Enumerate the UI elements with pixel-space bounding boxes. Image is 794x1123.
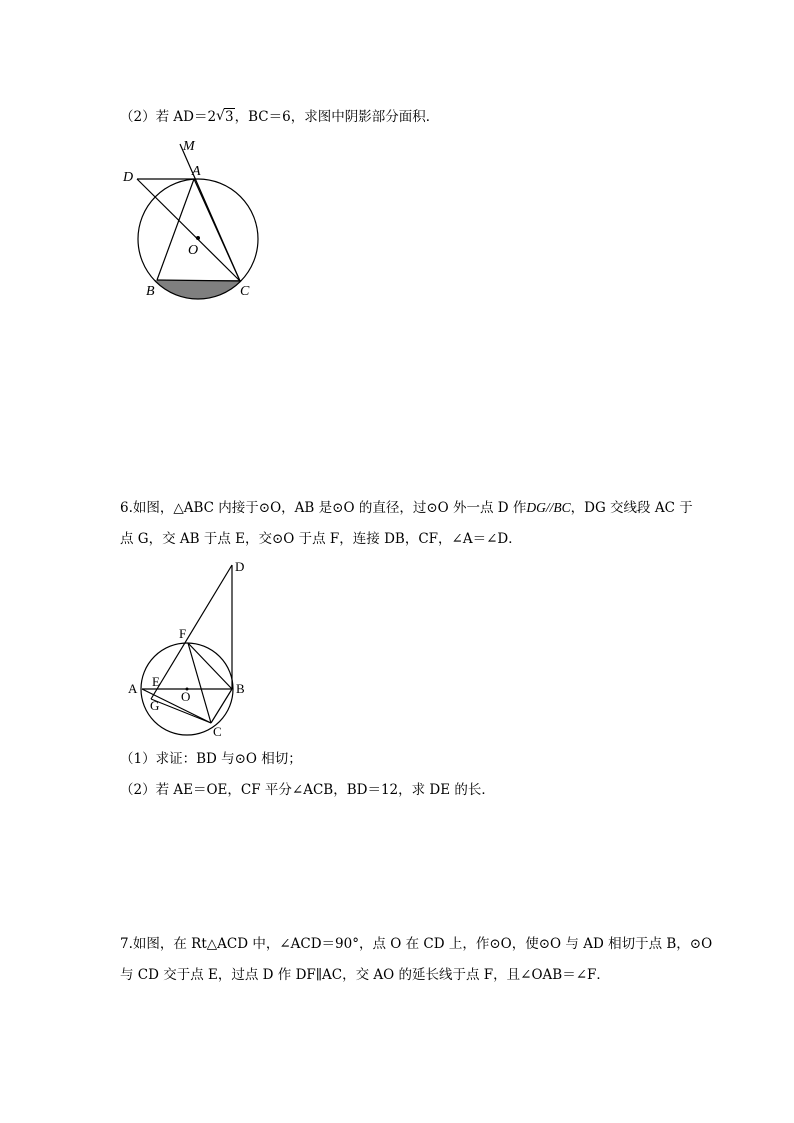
label2-b: B [236,681,245,696]
label2-a: A [128,681,138,696]
label-o: O [188,243,199,258]
label2-g: G [150,698,160,713]
segment-bc-2 [211,689,232,723]
q7-line1 [120,935,712,953]
q5-part2-prefix: （2）若 AD＝2 [120,109,217,125]
label-m: M [183,139,195,154]
label-d: D [123,170,134,185]
q6-line1-a: 6.如图，△ABC 内接于⊙O，AB 是⊙O 的直径，过⊙O 外一点 D 作 [120,500,527,516]
q6-part1 [120,750,302,768]
sqrt-expression: √ 3 [216,108,234,125]
label2-e: E [152,674,160,689]
q7-line1-text: 7.如图，在 Rt△ACD 中，∠ACD＝90°，点 O 在 CD 上，作⊙O，使⊙O 与 AD 相切于点 B，⊙O [120,936,713,952]
label-a: A [192,164,201,179]
label2-o: O [181,689,191,704]
sqrt-radicand: 3 [225,109,234,125]
label-c: C [240,284,250,299]
label2-f: F [179,626,187,641]
q6-line1-b: ，DG 交线段 AC 于 [570,500,693,516]
q6-part2-text: （2）若 AE＝OE，CF 平分∠ACB，BD＝12，求 DE 的长． [120,782,495,798]
q7-line2-text: 与 CD 交于点 E，过点 D 作 DF∥AC，交 AO 的延长线于点 F，且∠OAB＝∠F． [120,967,610,983]
q6-part1-text: （1）求证：BD 与⊙O 相切； [120,751,302,767]
label-b: B [146,284,155,299]
q6-part2 [120,781,495,799]
q6-line1-italic: DG//BC [526,500,571,515]
label2-c: C [213,724,222,739]
q6-line2-text: 点 G，交 AB 于点 E，交⊙O 于点 F，连接 DB，CF，∠A＝∠D． [120,531,522,547]
label2-d: D [235,559,245,574]
segment-dg [151,565,232,699]
q5-part2-suffix: ，BC＝6，求图中阴影部分面积． [234,109,440,125]
q7-line2 [120,966,610,984]
